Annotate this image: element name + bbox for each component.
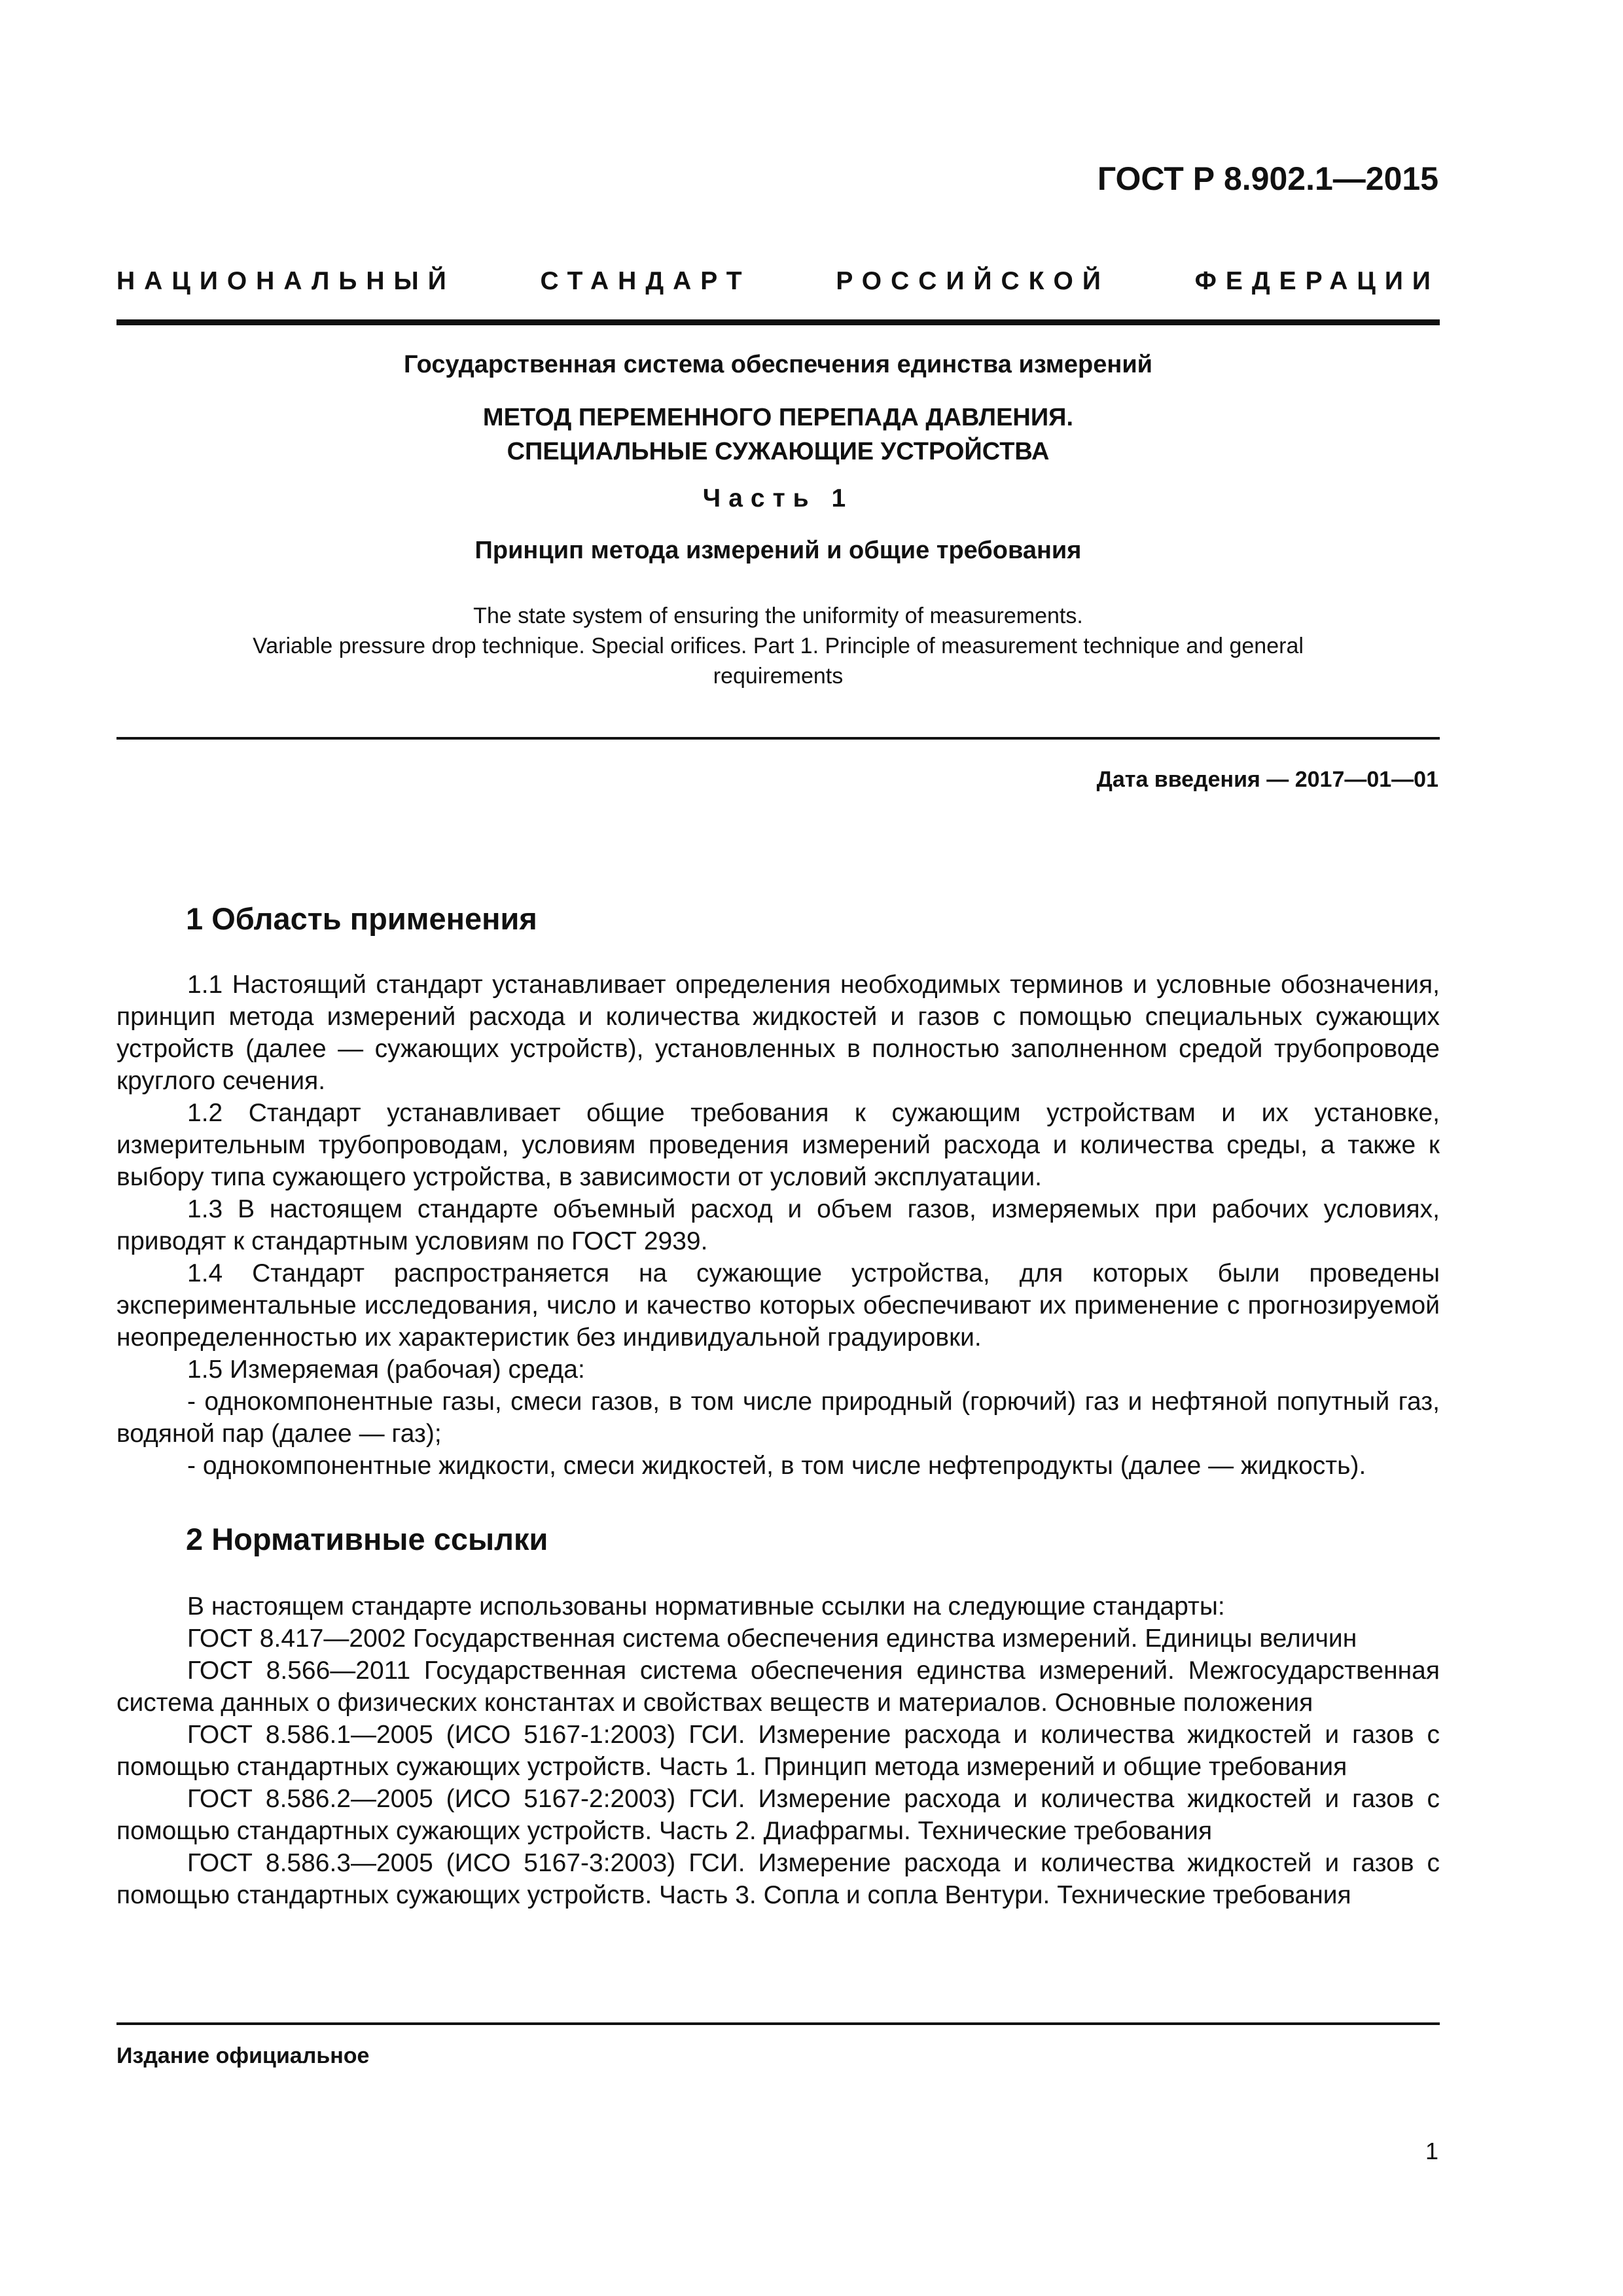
list-item: - однокомпонентные газы, смеси газов, в том числе природный (горючий) газ и нефтяной попутный газ, водяной пар (далее — газ);	[116, 1388, 1440, 1448]
reference-item: ГОСТ 8.586.2—2005 (ИСО 5167-2:2003) ГСИ. Измерение расхода и количества жидкостей и газов с помощью стандартных сужающих устройств. Часть 2. Диафрагмы. Технические требования	[116, 1785, 1440, 1845]
english-title	[116, 601, 1440, 691]
section-body	[116, 1590, 1440, 1911]
reference-item: ГОСТ 8.566—2011 Государственная система обеспечения единства измерений. Межгосударственная система данных о физических константах и свойствах веществ и материалов. Основные положения	[116, 1657, 1440, 1717]
banner-word: НАЦИОНАЛЬНЫЙ	[116, 267, 455, 295]
paragraph: 1.1 Настоящий стандарт устанавливает определения необходимых терминов и условные обозначения, принцип метода измерений расхода и количества жидкостей и газов с помощью специальных сужающих устройств (далее — сужающих устройств), установленных в полностью заполненном средой трубопроводе круглого сечения.	[116, 971, 1440, 1095]
paragraph: В настоящем стандарте использованы нормативные ссылки на следующие стандарты:	[187, 1592, 1225, 1621]
reference-item: ГОСТ 8.417—2002 Государственная система обеспечения единства измерений. Единицы величин	[187, 1624, 1357, 1653]
part-label: Часть 1	[702, 484, 854, 512]
paragraph: 1.3 В настоящем стандарте объемный расход и объем газов, измеряемых при рабочих условиях, приводят к стандартным условиям по ГОСТ 2939.	[116, 1195, 1440, 1255]
banner-word: СТАНДАРТ	[540, 267, 751, 295]
title-divider	[116, 737, 1440, 740]
banner-word: РОССИЙСКОЙ	[836, 267, 1110, 295]
reference-item: ГОСТ 8.586.1—2005 (ИСО 5167-1:2003) ГСИ. Измерение расхода и количества жидкостей и газов с помощью стандартных сужающих устройств. Часть 1. Принцип метода измерений и общие требования	[116, 1721, 1440, 1781]
main-title-line: МЕТОД ПЕРЕМЕННОГО ПЕРЕПАДА ДАВЛЕНИЯ.	[482, 404, 1074, 431]
section-body	[116, 969, 1440, 1482]
main-title-line: СПЕЦИАЛЬНЫЕ СУЖАЮЩИЕ УСТРОЙСТВА	[507, 438, 1050, 465]
paragraph: 1.2 Стандарт устанавливает общие требования к сужающим устройствам и их установке, измерительным трубопроводам, условиям проведения измерений расхода и количества среды, а также к выбору типа сужающего устройства, в зависимости от условий эксплуатации.	[116, 1099, 1440, 1191]
system-title: Государственная система обеспечения единства измерений	[403, 351, 1153, 378]
introduction-date: Дата введения — 2017—01—01	[1096, 767, 1438, 792]
header-divider	[116, 319, 1440, 325]
english-title-line: The state system of ensuring the uniformity of measurements.	[473, 603, 1083, 628]
document-code: ГОСТ Р 8.902.1—2015	[1097, 160, 1438, 197]
footer-divider	[116, 2022, 1440, 2025]
paragraph: 1.5 Измеряемая (рабочая) среда:	[187, 1355, 585, 1384]
banner-word: ФЕДЕРАЦИИ	[1194, 267, 1440, 295]
list-item: - однокомпонентные жидкости, смеси жидкостей, в том числе нефтепродукты (далее — жидкость).	[187, 1452, 1366, 1480]
paragraph: 1.4 Стандарт распространяется на сужающие устройства, для которых были проведены экспериментальные исследования, число и качество которых обеспечивают их применение с прогнозируемой неопределенностью их характеристик без индивидуальной градуировки.	[116, 1259, 1440, 1352]
section-heading: 2 Нормативные ссылки	[186, 1522, 548, 1556]
main-title	[116, 401, 1440, 469]
part-name: Принцип метода измерений и общие требования	[474, 537, 1082, 564]
national-standard-banner	[116, 267, 1440, 296]
reference-item: ГОСТ 8.586.3—2005 (ИСО 5167-3:2003) ГСИ. Измерение расхода и количества жидкостей и газов с помощью стандартных сужающих устройств. Часть 3. Сопла и сопла Вентури. Технические требования	[116, 1849, 1440, 1909]
english-title-line: Variable pressure drop technique. Special orifices. Part 1. Principle of measurement technique and general	[253, 634, 1304, 658]
section-heading: 1 Область применения	[186, 901, 537, 936]
page-number: 1	[1425, 2138, 1438, 2164]
edition-label: Издание официальное	[116, 2043, 370, 2068]
english-title-line: requirements	[713, 664, 844, 689]
